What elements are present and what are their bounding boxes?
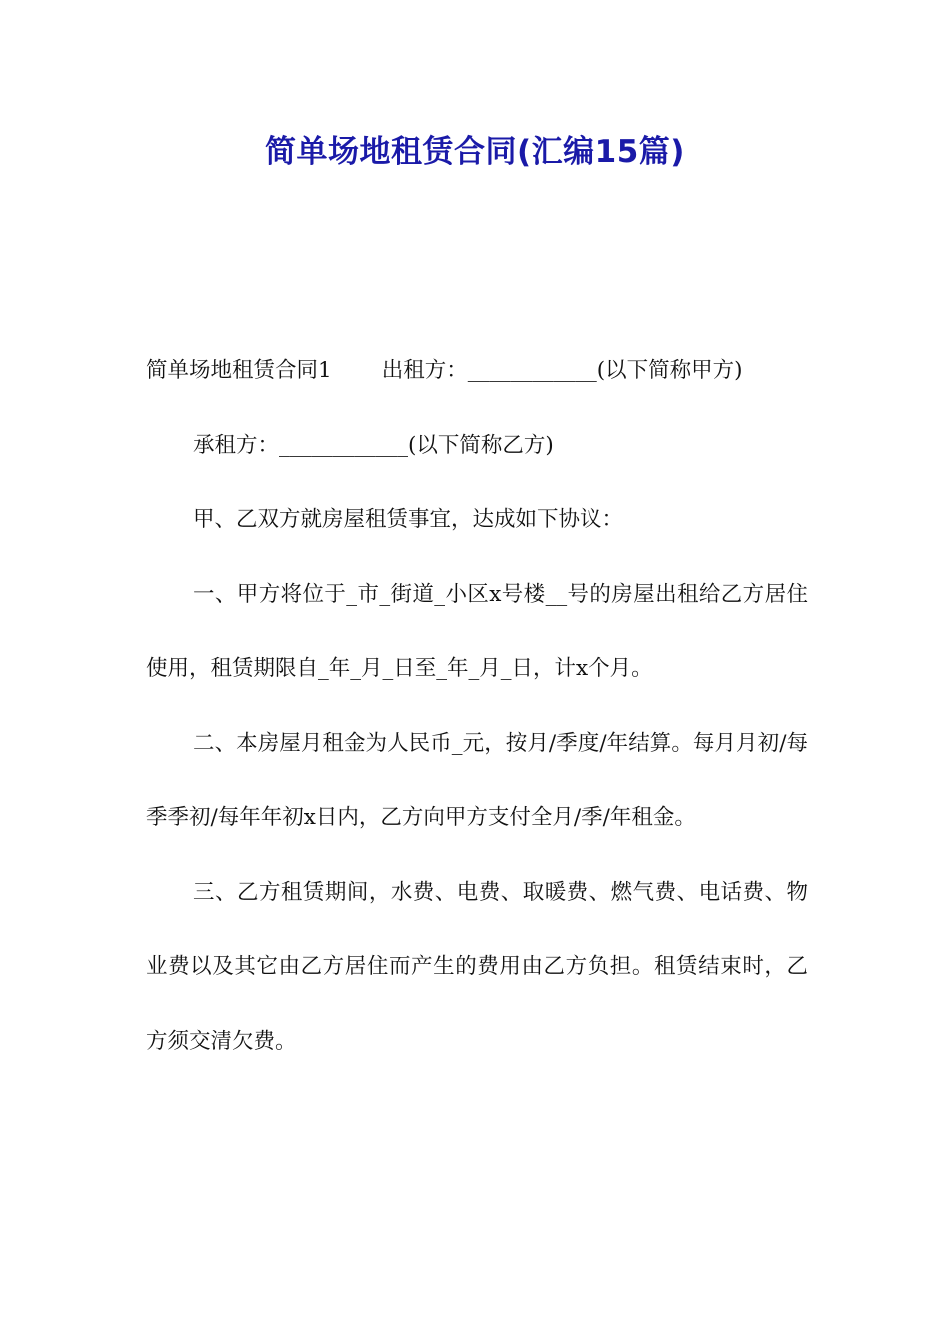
lessor-line: 出租方：____________(以下简称甲方) (381, 358, 743, 383)
paragraph-clause-3: 三、乙方租赁期间，水费、电费、取暖费、燃气费、电话费、物业费以及其它由乙方居住而产生的费用由乙方负担。租赁结束时，乙方须交清欠费。 (146, 879, 808, 1054)
paragraph-lessee: 承租方：____________(以下简称乙方) (193, 432, 554, 458)
document-title: 简单场地租赁合同(汇编15篇) (265, 134, 685, 170)
paragraph-clause-2: 二、本房屋月租金为人民币_元，按月/季度/年结算。每月月初/每季季初/每年年初x日内，乙方向甲方支付全月/季/年租金。 (146, 730, 808, 830)
section-heading: 简单场地租赁合同1 (146, 358, 332, 383)
paragraph-clause-1: 一、甲方将位于_市_街道_小区x号楼__号的房屋出租给乙方居住使用，租赁期限自_年_月_日至_年_月_日，计x个月。 (146, 581, 808, 681)
paragraph-lessor (146, 334, 808, 409)
paragraph-agreement-intro: 甲、乙双方就房屋租赁事宜，达成如下协议： (193, 507, 624, 532)
document-body (146, 334, 808, 1079)
